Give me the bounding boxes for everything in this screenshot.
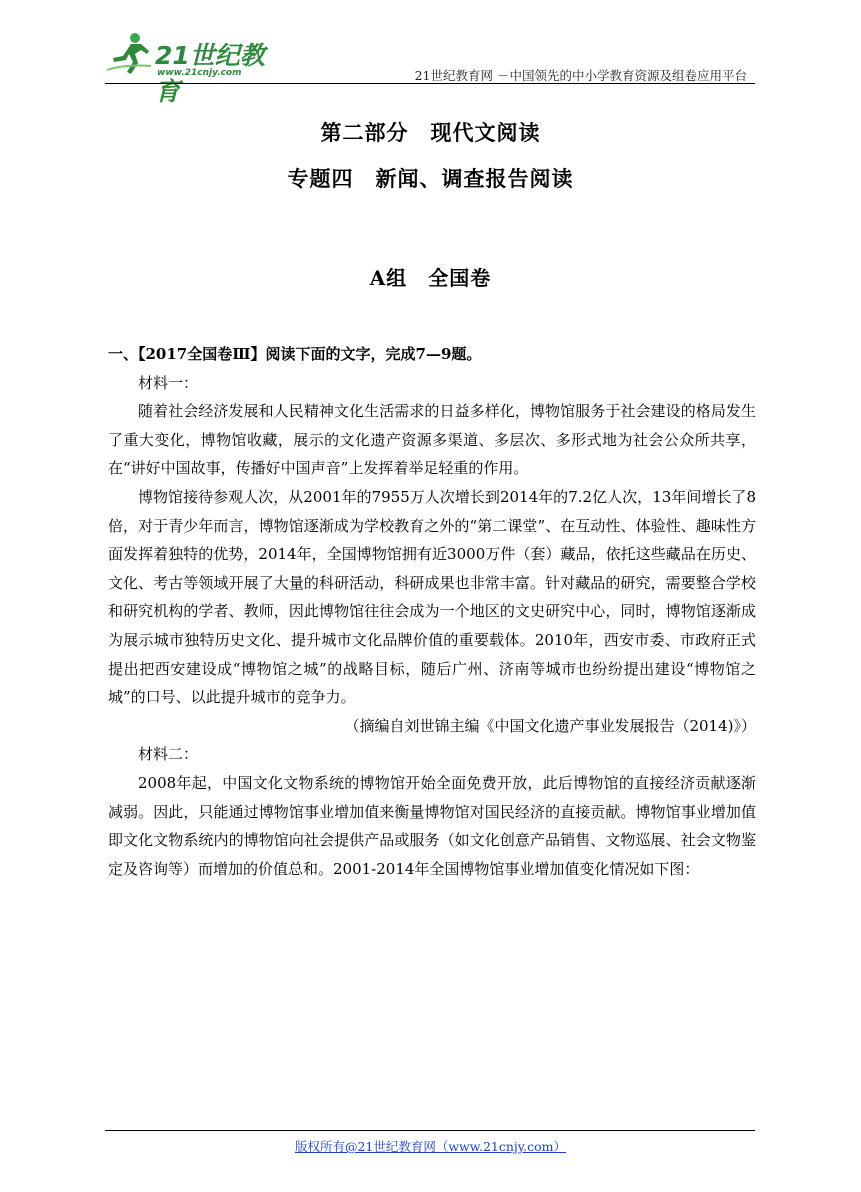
logo-url: www.21cnjy.com bbox=[157, 68, 242, 78]
material-2-label: 材料二： bbox=[138, 745, 199, 764]
logo-wordmark: 21世纪教育 bbox=[155, 41, 265, 106]
site-logo[interactable] bbox=[105, 30, 285, 106]
copyright-link[interactable]: 版权所有@21世纪教育网（www.21cnjy.com） bbox=[294, 1139, 567, 1154]
part-title: 第二部分 现代文阅读 bbox=[320, 120, 541, 145]
material-2-paragraph: 2008年起，中国文化文物系统的博物馆开始全面免费开放，此后博物馆的直接经济贡献逐渐减弱。因此，只能通过博物馆事业增加值来衡量博物馆对国民经济的直接贡献。博物馆事业增加值即文化文物系统内的博物馆向社会提供产品或服务（如文化创意产品销售、文物巡展、社会文物鉴定及咨询等）而增加的价值总和。2001-2014年全国博物馆事业增加值变化情况如下图： bbox=[108, 773, 756, 878]
material-1-label: 材料一： bbox=[138, 373, 199, 392]
header-divider bbox=[105, 83, 755, 84]
header-slogan: 21世纪教育网 －中国领先的中小学教育资源及组卷应用平台 bbox=[414, 68, 747, 83]
material-1-paragraph: 随着社会经济发展和人民精神文化生活需求的日益多样化，博物馆服务于社会建设的格局发生了重大变化，博物馆收藏，展示的文化遗产资源多渠道、多层次、多形式地为社会公众所共享，在“讲好中国故事，传播好中国声音”上发挥着举足轻重的作用。 bbox=[108, 402, 756, 478]
question-heading: 一、【2017全国卷Ⅲ】阅读下面的文字，完成7—9题。 bbox=[108, 345, 482, 363]
footer-divider bbox=[105, 1130, 755, 1131]
page-header bbox=[105, 28, 755, 106]
material-1-paragraph: 博物馆接待参观人次，从2001年的7955万人次增长到2014年的7.2亿人次，13年间增长了8倍，对于青少年而言，博物馆逐渐成为学校教育之外的“第二课堂”、在互动性、体验性、趣味性方面发挥着独特的优势，2014年，全国博物馆拥有近3000万件（套）藏品，依托这些藏品在历史、文化、考古等领域开展了大量的科研活动，科研成果也非常丰富。针对藏品的研究，需要整合学校和研究机构的学者、教师，因此博物馆往往会成为一个地区的文史研究中心，同时，博物馆逐渐成为展示城市独特历史文化、提升城市文化品牌价值的重要载体。2010年，西安市委、市政府正式提出把西安建设成“博物馆之城”的战略目标，随后广州、济南等城市也纷纷提出建设“博物馆之城”的口号、以此提升城市的竞争力。 bbox=[108, 487, 756, 707]
running-figure-icon bbox=[105, 30, 153, 78]
material-1-source: （摘编自刘世锦主编《中国文化遗产事业发展报告（2014)》） bbox=[344, 716, 756, 735]
group-title: A组 全国卷 bbox=[369, 266, 492, 290]
page-footer bbox=[0, 1137, 861, 1155]
question-body bbox=[108, 340, 756, 883]
topic-title: 专题四 新闻、调查报告阅读 bbox=[287, 166, 574, 191]
